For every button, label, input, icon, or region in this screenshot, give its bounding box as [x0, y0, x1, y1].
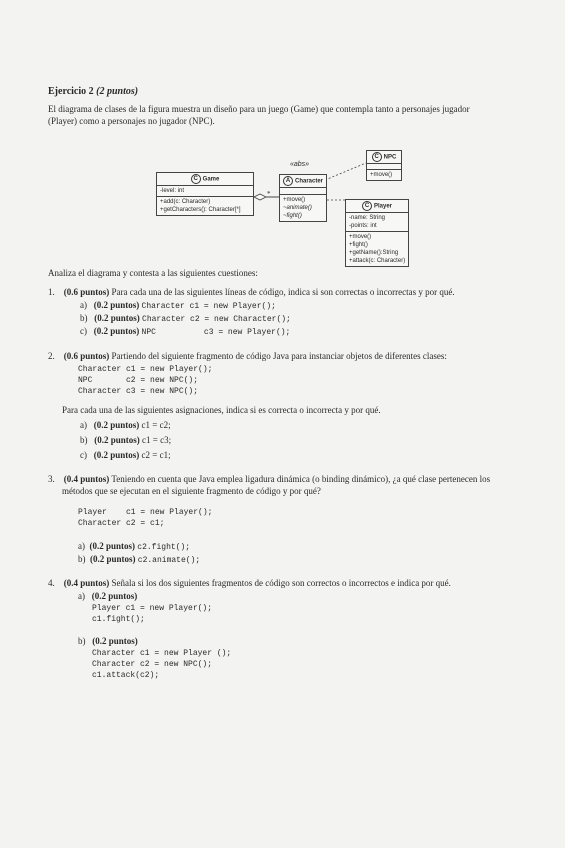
class-player-method: +fight() [349, 242, 368, 248]
question-1 [48, 287, 455, 298]
class-game-method: +getCharacters(): Character[*] [160, 207, 241, 213]
analyze-instruction: Analiza el diagrama y contesta a las siguientes cuestiones: [48, 268, 258, 278]
code-snippet: NPC c3 = new Player(); [141, 328, 291, 337]
code-snippet: c2.animate(); [137, 556, 201, 565]
item-label: b) [78, 636, 86, 646]
item-points: (0.2 puntos) [93, 326, 140, 336]
code-line: Character c2 = new NPC(); [92, 660, 213, 669]
item-points: (0.2 puntos) [93, 420, 140, 430]
class-game-attr: -level: int [160, 188, 185, 194]
intro-line-1: El diagrama de clases de la figura muestra un diseño para un juego (Game) que contempla tanto a personajes jugador [48, 104, 470, 114]
code-line: Character c1 = new Player(); [78, 365, 213, 374]
q1-item-a [80, 300, 276, 312]
class-circle-icon: C [372, 152, 382, 162]
code-line: Character c3 = new NPC(); [78, 387, 199, 396]
question-2 [48, 351, 447, 362]
exercise-title-text: Ejercicio 2 [48, 86, 94, 97]
class-game-methods [157, 197, 253, 215]
q1-item-c [80, 326, 290, 338]
abstract-circle-icon: A [283, 176, 293, 186]
code-snippet: c1 = c3; [142, 435, 172, 445]
q3-item-b [78, 554, 200, 566]
item-label: c) [80, 450, 87, 460]
code-line: Player c1 = new Player(); [92, 604, 213, 613]
question-3-line-2: métodos que se ejecutan en el siguiente fragmento de código y por qué? [62, 486, 321, 496]
code-snippet: c2 = c1; [141, 450, 171, 460]
class-player-attr: -name: String [349, 215, 386, 221]
class-character [279, 174, 327, 222]
code-line: Player c1 = new Player(); [78, 508, 213, 517]
intro-line-2: (Player) como a personajes no jugador (NPC). [48, 116, 215, 126]
class-npc [366, 150, 402, 181]
class-character-name: Character [295, 178, 324, 185]
multiplicity-label: * [267, 190, 271, 198]
q2-item-c [80, 450, 171, 461]
class-npc-name: NPC [383, 154, 397, 161]
code-snippet: Character c1 = new Player(); [141, 302, 276, 311]
class-npc-methods [367, 170, 401, 180]
q4-item-b [78, 636, 138, 647]
code-snippet: Character c2 = new Character(); [142, 315, 291, 324]
class-player-attrs [346, 213, 408, 232]
class-game-method: +add(c: Character) [160, 199, 211, 205]
code-line: c1.fight(); [92, 615, 145, 624]
q1-item-b [80, 313, 291, 325]
class-npc-method: +move() [370, 172, 393, 178]
item-label: c) [80, 326, 87, 336]
item-label: a) [78, 541, 85, 551]
class-player-method: +move() [349, 234, 372, 240]
item-label: a) [78, 591, 85, 601]
item-points: (0.2 puntos) [92, 636, 138, 646]
item-label: b) [80, 435, 88, 445]
class-character-method: +move() [283, 197, 306, 203]
question-text: Señala si los dos siguientes fragmentos de código son correctos o incorrectos e indica por qué. [111, 578, 451, 588]
question-points: (0.6 puntos) [63, 351, 110, 361]
class-game [156, 172, 254, 216]
class-player-methods [346, 232, 408, 266]
class-circle-icon: C [362, 201, 372, 211]
exercise-points: (2 puntos) [96, 86, 139, 97]
item-points: (0.2 puntos) [93, 450, 140, 460]
class-game-attrs [157, 186, 253, 197]
code-snippet: c1 = c2; [141, 420, 171, 430]
q2-instruction: Para cada una de las siguientes asignaciones, indica si es correcta o incorrecta y por qué. [62, 405, 381, 415]
code-line: NPC c2 = new NPC(); [78, 376, 199, 385]
q2-item-b [80, 435, 171, 446]
question-number: 2. [48, 351, 55, 361]
question-number: 3. [48, 474, 55, 484]
class-character-method: ~fight() [283, 213, 302, 219]
class-npc-header [367, 151, 401, 164]
class-player [345, 199, 409, 267]
question-number: 1. [48, 287, 55, 297]
item-points: (0.2 puntos) [94, 313, 140, 323]
item-points: (0.2 puntos) [94, 435, 140, 445]
item-label: a) [80, 300, 87, 310]
question-3 [48, 474, 490, 485]
class-circle-icon: C [191, 174, 201, 184]
item-label: b) [78, 554, 86, 564]
question-text: Teniendo en cuenta que Java emplea ligadura dinámica (o binding dinámico), ¿a qué clase pertenecen los [111, 474, 491, 484]
question-points: (0.4 puntos) [63, 474, 110, 484]
question-4 [48, 578, 451, 589]
question-text: Para cada una de las siguientes líneas de código, indica si son correctas o incorrectas y por qué. [111, 287, 455, 297]
question-number: 4. [48, 578, 55, 588]
item-points: (0.2 puntos) [90, 554, 136, 564]
q4-item-a [78, 591, 137, 602]
class-character-methods [280, 195, 326, 221]
item-points: (0.2 puntos) [93, 300, 140, 310]
q2-item-a [80, 420, 171, 431]
item-label: a) [80, 420, 87, 430]
stereotype-label: «abs» [290, 161, 310, 168]
item-points: (0.2 puntos) [91, 591, 138, 601]
class-player-method: +getName():String [349, 250, 399, 256]
class-player-name: Player [373, 203, 392, 210]
item-points: (0.2 puntos) [89, 541, 136, 551]
question-points: (0.4 puntos) [63, 578, 110, 588]
item-label: b) [80, 313, 88, 323]
class-character-attrs [280, 188, 326, 195]
code-line: Character c1 = new Player (); [92, 649, 232, 658]
class-game-name: Game [202, 176, 220, 183]
question-points: (0.6 puntos) [63, 287, 110, 297]
diagram-connectors [0, 0, 565, 300]
class-character-header [280, 175, 326, 188]
q3-item-a [78, 541, 190, 553]
question-text: Partiendo del siguiente fragmento de código Java para instanciar objetos de diferentes clases: [111, 351, 447, 361]
class-player-header [346, 200, 408, 213]
class-game-header [157, 173, 253, 186]
code-snippet: c2.fight(); [137, 543, 191, 552]
class-player-method: +attack(c: Character) [349, 258, 406, 264]
code-line: c1.attack(c2); [92, 671, 160, 680]
class-player-attr: -points: int [349, 223, 377, 229]
code-line: Character c2 = c1; [78, 519, 165, 528]
class-character-method: ~animate() [283, 205, 312, 211]
